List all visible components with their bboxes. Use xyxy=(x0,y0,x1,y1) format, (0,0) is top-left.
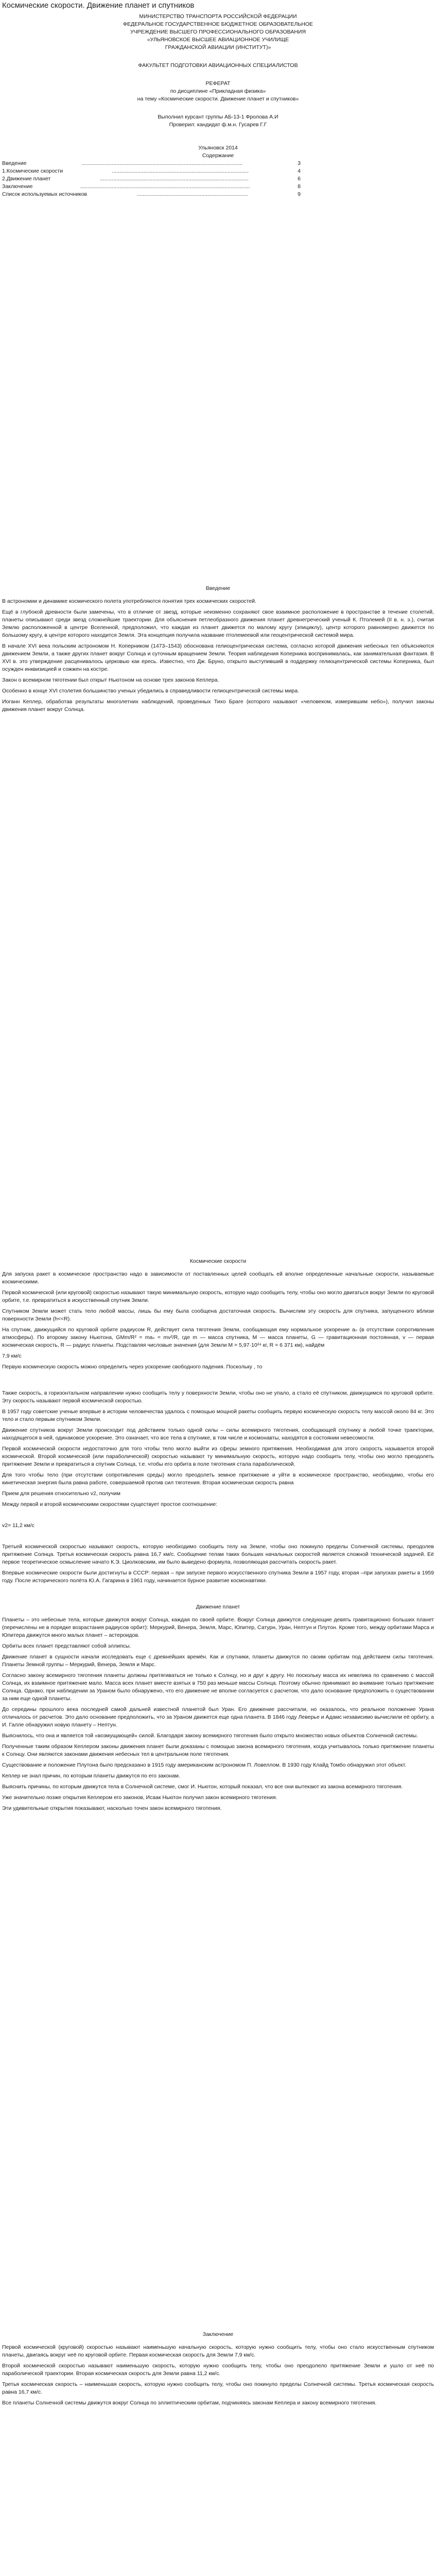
section2-paragraph: Существование и положение Плутона было предсказано в 1915 году американским астрономом П. Ловеллом. В 1930 году Клайд Томбо обнаружил этот объект. xyxy=(2,1762,407,1768)
section2-paragraph: Выяснилось, что она и является той «возмущающей» силой. Благодаря закону всемирного тяготения было открыто множество новых объектов Солнечной системы. xyxy=(2,1733,418,1739)
header-line: МИНИСТЕРСТВО ТРАНСПОРТА РОССИЙСКОЙ ФЕДЕРАЦИИ xyxy=(139,13,297,20)
table-of-contents xyxy=(2,160,301,198)
intro-paragraph: В астрономии и динамике космического полета употребляются понятия трех космических скоростей. xyxy=(2,598,256,604)
toc-label: Заключение xyxy=(2,183,33,190)
section1-paragraph: На спутник, движущийся по круговой орбите радиусом R, действует сила тяготения Земли, сообщающая ему нормальное ускорение aₙ (в отсутствии сопротивления атмосферы). По второму закону Ньютона, GMm/R² = maₙ = mv²/R, где m — масса спутника, M — масса планеты, G — гравитационная постоянная, v — первая космическая скорость, R — радиус планеты. Подставляя числовые значения (для Земли M = 5,97·10²⁴ кг, R = 6 371 км), найдём xyxy=(2,1327,434,1348)
author-block xyxy=(2,113,434,129)
section1-paragraph: Также скорость, в горизонтальном направлении нужно сообщить телу у поверхности Земли, чтобы оно не упало, а стало её спутником, движущимся по круговой орбите. Эту скорость называют первой космической скоростью. xyxy=(2,1390,434,1404)
toc-dots: ........................................................................................... xyxy=(112,168,249,174)
conclusion-heading: Заключение xyxy=(202,2331,234,2337)
section2-paragraph: Согласно закону всемирного тяготения планеты должны притягиваться не только к Солнцу, но и друг к другу. Но поскольку масса их невелика по сравнению с массой Солнца, их взаимное притяжение мало. Масса всех планет вместе взятых в 750 раз меньше массы Солнца. Поэтому обычно принимают во внимание только притяжение Солнца. Однако, при наблюдении за Ураном было обнаружено, что его движение не вполне согласуется с расчетом, что дало основание предположить о существовании за ним еще одной планеты. xyxy=(2,1672,434,1702)
conclusion-paragraph: Второй космической скоростью называют наименьшую скорость, которую нужно сообщить телу, чтобы оно преодолело притяжение Земли и ушло от неё по параболической траектории. Вторая космическая скорость для Земли равна 11,2 км/с. xyxy=(2,2363,434,2377)
toc-label: 1.Космические скорости xyxy=(2,168,63,174)
section2-paragraph: Уже значительно позже открытия Кеплером его законов, Исаак Ньютон получил закон всемирного тяготения. xyxy=(2,1794,277,1801)
header-line: ГРАЖДАНСКОЙ АВИАЦИИ (ИНСТИТУТ)» xyxy=(165,44,271,50)
section1-paragraph: Движение спутников вокруг Земли происходит под действием только одной силы – силы всемирного тяготения, сообщающей спутнику в любой точке траектории, находящегося в ней, одинаковое ускорение. Это означает, что все тела в спутнике, в том числе и космонавты, находятся в состоянии невесомости. xyxy=(2,1427,434,1441)
toc-page: 9 xyxy=(298,191,301,197)
toc-heading: Содержание xyxy=(202,152,234,159)
toc-row[interactable] xyxy=(2,167,301,175)
toc-page: 4 xyxy=(298,168,301,174)
toc-row[interactable] xyxy=(2,175,301,183)
section1-heading: Космические скорости xyxy=(189,1258,247,1264)
city-year: Ульяновск 2014 xyxy=(198,145,238,151)
section1-paragraph: Первой космической (или круговой) скоростью называют такую минимальную скорость, которую надо сообщить телу, чтобы оно могло двигаться вокруг Земли по круговой орбите, т.е. превратиться в искусственный спутник Земли. xyxy=(2,1290,434,1303)
section1-paragraph: Впервые космические скорости были достигнуты в СССР: первая – при запуске первого искусственного спутника Земли в 1957 году, вторая –при запусках ракеты в 1959 году. После исторического полёта Ю.А. Гагарина в 1961 году, начинается бурное развитие космонавтики. xyxy=(2,1570,434,1584)
toc-page: 6 xyxy=(298,176,301,182)
section1-value: 7,9 км/с xyxy=(2,1353,22,1359)
section1-paragraph: Между первой и второй космическими скоростями существует простое соотношение: xyxy=(2,1501,218,1507)
document-body xyxy=(2,0,434,2576)
toc-label: Список используемых источников xyxy=(2,191,88,197)
intro-paragraph: Иоганн Кеплер, обработав результаты многолетних наблюдений, проведенных Тихо Браге (которого называют «человеком, измерившим небо»), получил законы движения планет вокруг Солнца. xyxy=(2,699,434,713)
report-line: РЕФЕРАТ xyxy=(205,80,231,87)
section1-paragraph: Для запуска ракет в космическое пространство надо в зависимости от поставленных целей сообщать ей вполне определенные начальные скорости, называемые космическими. xyxy=(2,1271,434,1285)
intro-paragraph: Закон о всемирном тяготении был открыт Ньютоном на основе трех законов Кеплера. xyxy=(2,677,219,683)
document-title: Космические скорости. Движение планет и спутников xyxy=(2,1,195,10)
faculty-line: ФАКУЛЬТЕТ ПОДГОТОВКИ АВИАЦИОННЫХ СПЕЦИАЛИСТОВ xyxy=(138,62,298,69)
section2-paragraph: До середины прошлого века последней самой дальней известной планетой был Уран. Его движение рассчитали, но оказалось, что реальное положение Урана отличалось от расчетов. Это дало основание предположить, что за Ураном движется еще одна планета. В 1846 году Леверье и Адамс независимо вычислили её орбиту, а И. Галле обнаружил новую планету – Нептун. xyxy=(2,1706,434,1728)
report-block xyxy=(2,80,434,103)
section1-paragraph: Спутником Земли может стать тело любой массы, лишь бы ему была сообщена достаточная скорость. Вычислим эту скорость для спутника, запущенного вблизи поверхности Земли (h<<R). xyxy=(2,1308,434,1322)
conclusion-paragraph: Третья космическая скорость – наименьшая скорость, которую нужно сообщить телу, чтобы оно покинуло пределы Солнечной системы. Третья космическая скорость равна 16,7 км/с. xyxy=(2,2381,434,2395)
report-line: по дисциплине «Прикладная физика» xyxy=(170,88,266,94)
intro-heading: Введение xyxy=(205,585,231,591)
section1-paragraph: Прием для решения относительно v2, получим xyxy=(2,1490,120,1497)
section2-paragraph: Эти удивительные открытия показывают, насколько точен закон всемирного тяготения. xyxy=(2,1805,222,1811)
toc-dots: ........................................................................................................... xyxy=(81,160,242,166)
section2-paragraph: Выяснить причины, по которым движутся тела в Солнечной системе, смог И. Ньютон, который показал, что все они вытекают из закона всемирного тяготения. xyxy=(2,1784,403,1790)
toc-page: 8 xyxy=(298,183,301,190)
section1-paragraph: Первой космической скорости недостаточно для того чтобы тело могло выйти из сферы земного притяжения. Необходимая для этого скорость называется второй космической. Второй космической (или параболической) скоростью называют ту минимальную скорость, которую надо сообщить телу, чтобы оно могло преодолеть притяжение Земли и превратиться в спутник Солнца, т.е. чтобы его орбита в поле тяготения стала параболической. xyxy=(2,1446,434,1467)
toc-label: 2.Движение планет xyxy=(2,176,51,182)
header-line: ФЕДЕРАЛЬНОЕ ГОСУДАРСТВЕННОЕ БЮДЖЕТНОЕ ОБРАЗОВАТЕЛЬНОЕ xyxy=(123,21,313,27)
report-line: на тему «Космические скорости. Движение планет и спутников» xyxy=(137,96,299,102)
intro-paragraph: Ещё в глубокой древности были замечены, что в отличие от звезд, которые неизменно сохраняют свое взаимное расположение в пространстве в течение столетий, планеты описывают среди звезд сложнейшие траектории. Для объяснения петлеобразного движения планет древнегреческий ученый К. Птолемей (II в. н. э.), считая Землю расположенной в центре Вселенной, предположил, что каждая из планет движется по малому кругу (эпициклу), центр которого равномерно движется по большому кругу, в центре которого находится Земля. Эта концепция получила название птолемеевой или геоцентрической системой мира. xyxy=(2,609,434,638)
toc-dots: ................................................................................................................. xyxy=(80,183,250,190)
author-line: Проверил: кандидат ф.м.н. Гусарев Г.Г xyxy=(169,122,267,128)
toc-dots: .......................................................................... xyxy=(136,191,248,197)
section1-value: v2= 11,2 км/с xyxy=(2,1522,34,1529)
toc-row[interactable] xyxy=(2,160,301,167)
header-block xyxy=(2,13,434,52)
toc-row[interactable] xyxy=(2,191,301,198)
header-line: «УЛЬЯНОВСКОЕ ВЫСШЕЕ АВИАЦИОННОЕ УЧИЛИЩЕ xyxy=(147,37,289,43)
section2-paragraph: Полученные таким образом Кеплером законы движения планет были доказаны с помощью закона всемирного тяготения, когда учитывалось только притяжение планеты к Солнцу. Они являются законами движения небесных тел в центральном поле тяготения. xyxy=(2,1743,434,1757)
section2-heading: Движение планет xyxy=(196,1604,240,1610)
section2-paragraph: Кеплер не знал причин, по которым планеты движутся по его законам. xyxy=(2,1773,180,1779)
section2-paragraph: Орбиты всех планет представляют собой эллипсы. xyxy=(2,1643,131,1649)
toc-dots: ................................................................................................... xyxy=(99,176,249,182)
section2-paragraph: Планеты – это небесные тела, которые движутся вокруг Солнца, каждая по своей орбите. Вокруг Солнца движутся следующие девять гравитационно больших планет (перечислены не в порядке возрастания радиусов орбит): Меркурий, Венера, Земля, Марс, Юпитер, Сатурн, Уран, Нептун и Плутон. Кроме того, между орбитами Марса и Юпитера движутся много малых планет – астероидов. xyxy=(2,1617,434,1638)
section1-paragraph: Третьей космической скоростью называют скорость, которую необходимо сообщить телу на Земле, чтобы оно покинуло пределы Солнечной системы, преодолев притяжение Солнца. Третья космическая скорость равна 16,7 км/с. Сообщение телам таких больших начальных скоростей является сложной технической задачей. Её первое теоретическое осмысление начато К.Э. Циолковским, им было выведено формула, позволяющая рассчитать скорость ракет. xyxy=(2,1544,434,1565)
toc-page: 3 xyxy=(298,160,301,166)
conclusion-paragraph: Все планеты Солнечной системы движутся вокруг Солнца по эллиптическим орбитам, подчиняясь законам Кеплера и закону всемирного тяготения. xyxy=(2,2400,377,2406)
toc-row[interactable] xyxy=(2,183,301,191)
conclusion-paragraph: Первой космической (круговой) скоростью называют наименьшую начальную скорость, которую нужно сообщить телу, чтобы оно стало искусственным спутником планеты, двигаясь вокруг неё по круговой орбите. Первая космическая скорость для Земли 7,9 км/с. xyxy=(2,2344,434,2358)
intro-paragraph: Особенно в конце XVI столетия большинство ученых убедились в справедливости гелиоцентрической системы мира. xyxy=(2,688,299,694)
section2-paragraph: Движение планет в сущности начали исследовать еще с древнейших времён. Как и спутники, планеты движутся по своим орбитам под действием силы тяготения. Планеты Земной группы – Меркурий, Венера, Земля и Марс. xyxy=(2,1654,434,1668)
section1-paragraph: Для того чтобы тело (при отсутствии сопротивления среды) могло преодолеть земное притяжение и уйти в космическое пространство, необходимо, чтобы его кинетическая энергия была равна работе, совершаемой против сил тяготения. Вторая космическая скорость равна xyxy=(2,1472,434,1486)
author-line: Выполнил курсант группы АБ-13-1 Фролова А.И xyxy=(158,114,278,120)
section1-paragraph: В 1957 году советские ученые впервые в истории человечества удалось с помощью мощной ракеты сообщить первую космическую скорость телу массой около 84 кг. Это тело и стало первым спутником Земли. xyxy=(2,1409,434,1422)
header-line: УЧРЕЖДЕНИЕ ВЫСШЕГО ПРОФЕССИОНАЛЬНОГО ОБРАЗОВАНИЯ xyxy=(130,29,306,35)
toc-label: Введение xyxy=(2,160,27,166)
intro-paragraph: В начале XVI века польским астрономом Н. Коперником (1473–1543) обоснована гелиоцентрическая система, согласно которой движения небесных тел объясняются движением Земли, а также других планет вокруг Солнца и суточным вращением Земли. Теория наблюдения Коперника воспринималась, как занимательная фантазия. В XVI в. это утверждение расценивалось церковью как ересь. Известно, что Дж. Бруно, открыто выступивший в поддержку гелиоцентрической системы Коперника, был осужден инквизицией и сожжен на костре. xyxy=(2,643,434,672)
section1-paragraph: Первую космическую скорость можно определить через ускорение свободного падения. Поскольку , то xyxy=(2,1364,263,1370)
